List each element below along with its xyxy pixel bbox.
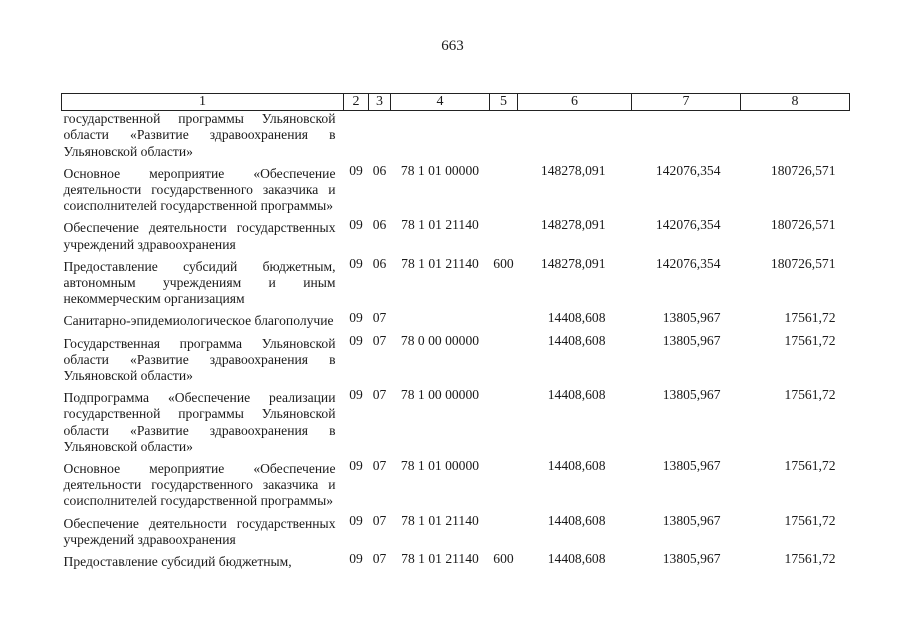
table-header-row — [62, 94, 850, 111]
row-value-col7: 142076,354 — [655, 255, 721, 271]
row-value-col6: 14408,608 — [547, 551, 606, 567]
table-row — [62, 163, 850, 218]
row-value-col7: 13805,967 — [662, 387, 721, 403]
header-col-5: 5 — [490, 94, 518, 111]
row-value-col6: 14408,608 — [547, 458, 606, 474]
table-row — [62, 310, 850, 332]
row-value-col8: 17561,72 — [784, 310, 836, 326]
row-target-article — [391, 310, 490, 332]
row-subsection-code: 07 — [372, 512, 387, 528]
row-target-article: 78 1 01 21140 — [401, 551, 479, 567]
row-value-col6: 14408,608 — [547, 310, 606, 326]
budget-table — [61, 93, 850, 573]
row-value-col7 — [632, 111, 741, 163]
row-value-col6: 148278,091 — [540, 162, 606, 178]
row-target-article: 78 1 01 00000 — [400, 458, 480, 474]
row-subsection-code: 06 — [372, 217, 387, 233]
row-expense-type — [490, 387, 518, 458]
row-expense-type — [490, 111, 518, 163]
row-target-article — [391, 111, 490, 163]
row-section-code: 09 — [349, 255, 363, 271]
row-expense-type: 600 — [493, 551, 514, 567]
row-section-code: 09 — [349, 310, 363, 326]
row-value-col7: 13805,967 — [662, 512, 721, 528]
header-col-1: 1 — [62, 94, 344, 111]
row-name: Государственная программа Ульяновской области «Развитие здравоохранения в Ульяновской области» — [63, 335, 336, 384]
row-value-col6: 14408,608 — [547, 332, 606, 348]
row-subsection-code: 07 — [372, 458, 387, 474]
row-value-col7: 13805,967 — [662, 332, 721, 348]
row-value-col7: 13805,967 — [662, 458, 721, 474]
row-name: государственной программы Ульяновской области «Развитие здравоохранения в Ульяновской области» — [63, 111, 336, 159]
row-value-col6: 148278,091 — [540, 255, 606, 271]
row-section-code: 09 — [349, 332, 363, 348]
row-value-col8: 17561,72 — [784, 458, 836, 474]
row-expense-type — [490, 458, 518, 513]
row-value-col7: 142076,354 — [655, 162, 721, 178]
header-col-6: 6 — [518, 94, 632, 111]
row-value-col8 — [741, 111, 850, 163]
row-name: Основное мероприятие «Обеспечение деятельности государственного заказчика и соисполнителей государственной программы» — [63, 461, 336, 509]
row-name: Санитарно-эпидемиологическое благополучие — [63, 313, 334, 329]
row-value-col8: 17561,72 — [784, 332, 836, 348]
table-row — [62, 217, 850, 255]
row-value-col7: 13805,967 — [662, 551, 721, 567]
row-value-col8: 180726,571 — [770, 162, 836, 178]
row-section-code: 09 — [349, 458, 363, 474]
row-section-code: 09 — [349, 217, 363, 233]
row-subsection-code: 07 — [372, 332, 387, 348]
budget-table-container — [61, 93, 849, 573]
row-target-article: 78 1 01 00000 — [400, 162, 480, 178]
row-value-col8: 17561,72 — [784, 512, 836, 528]
row-name: Обеспечение деятельности государственных учреждений здравоохранения — [63, 220, 336, 252]
row-subsection-code: 07 — [372, 310, 387, 326]
row-name: Обеспечение деятельности государственных учреждений здравоохранения — [63, 515, 336, 547]
row-subsection-code: 06 — [372, 162, 387, 178]
row-expense-type: 600 — [493, 255, 514, 271]
row-value-col8: 180726,571 — [770, 255, 836, 271]
table-row — [62, 387, 850, 458]
table-row — [62, 256, 850, 311]
row-section-code: 09 — [349, 551, 363, 567]
row-expense-type — [490, 310, 518, 332]
table-body — [62, 111, 850, 574]
row-value-col6: 14408,608 — [547, 512, 606, 528]
header-col-8: 8 — [741, 94, 850, 111]
row-name: Подпрограмма «Обеспечение реализации государственной программы Ульяновской области «Развитие здравоохранения в Ульяновской области» — [63, 390, 336, 454]
row-target-article: 78 0 00 00000 — [400, 332, 480, 348]
table-row — [62, 513, 850, 551]
row-subsection-code: 07 — [372, 551, 387, 567]
row-section-code: 09 — [349, 387, 363, 403]
row-target-article: 78 1 00 00000 — [400, 387, 480, 403]
row-section-code: 09 — [349, 512, 363, 528]
row-value-col8: 17561,72 — [784, 551, 836, 567]
table-row — [62, 551, 850, 573]
row-value-col7: 13805,967 — [662, 310, 721, 326]
header-col-4: 4 — [391, 94, 490, 111]
row-target-article: 78 1 01 21140 — [401, 217, 479, 233]
row-subsection-code — [369, 111, 391, 163]
row-target-article: 78 1 01 21140 — [401, 512, 479, 528]
row-value-col7: 142076,354 — [655, 217, 721, 233]
row-name: Основное мероприятие «Обеспечение деятельности государственного заказчика и соисполнителей государственной программы» — [63, 165, 336, 214]
row-name: Предоставление субсидий бюджетным, — [63, 554, 292, 570]
header-col-7: 7 — [632, 94, 741, 111]
row-subsection-code: 06 — [372, 255, 387, 271]
row-section-code: 09 — [349, 162, 363, 178]
row-name: Предоставление субсидий бюджетным, автономным учреждениям и иным некоммерческим организациям — [63, 258, 336, 307]
row-section-code — [344, 111, 369, 163]
header-col-2: 2 — [344, 94, 369, 111]
row-expense-type — [490, 333, 518, 388]
row-value-col8: 180726,571 — [770, 217, 836, 233]
row-value-col8: 17561,72 — [784, 387, 836, 403]
header-col-3: 3 — [369, 94, 391, 111]
row-expense-type — [490, 513, 518, 551]
table-row — [62, 458, 850, 513]
table-row — [62, 333, 850, 388]
table-row — [62, 111, 850, 163]
page-number: 663 — [441, 38, 464, 54]
row-value-col6: 148278,091 — [540, 217, 606, 233]
row-expense-type — [490, 163, 518, 218]
row-value-col6: 14408,608 — [547, 387, 606, 403]
row-expense-type — [490, 217, 518, 255]
row-target-article: 78 1 01 21140 — [401, 255, 479, 271]
row-value-col6 — [518, 111, 632, 163]
row-subsection-code: 07 — [372, 387, 387, 403]
